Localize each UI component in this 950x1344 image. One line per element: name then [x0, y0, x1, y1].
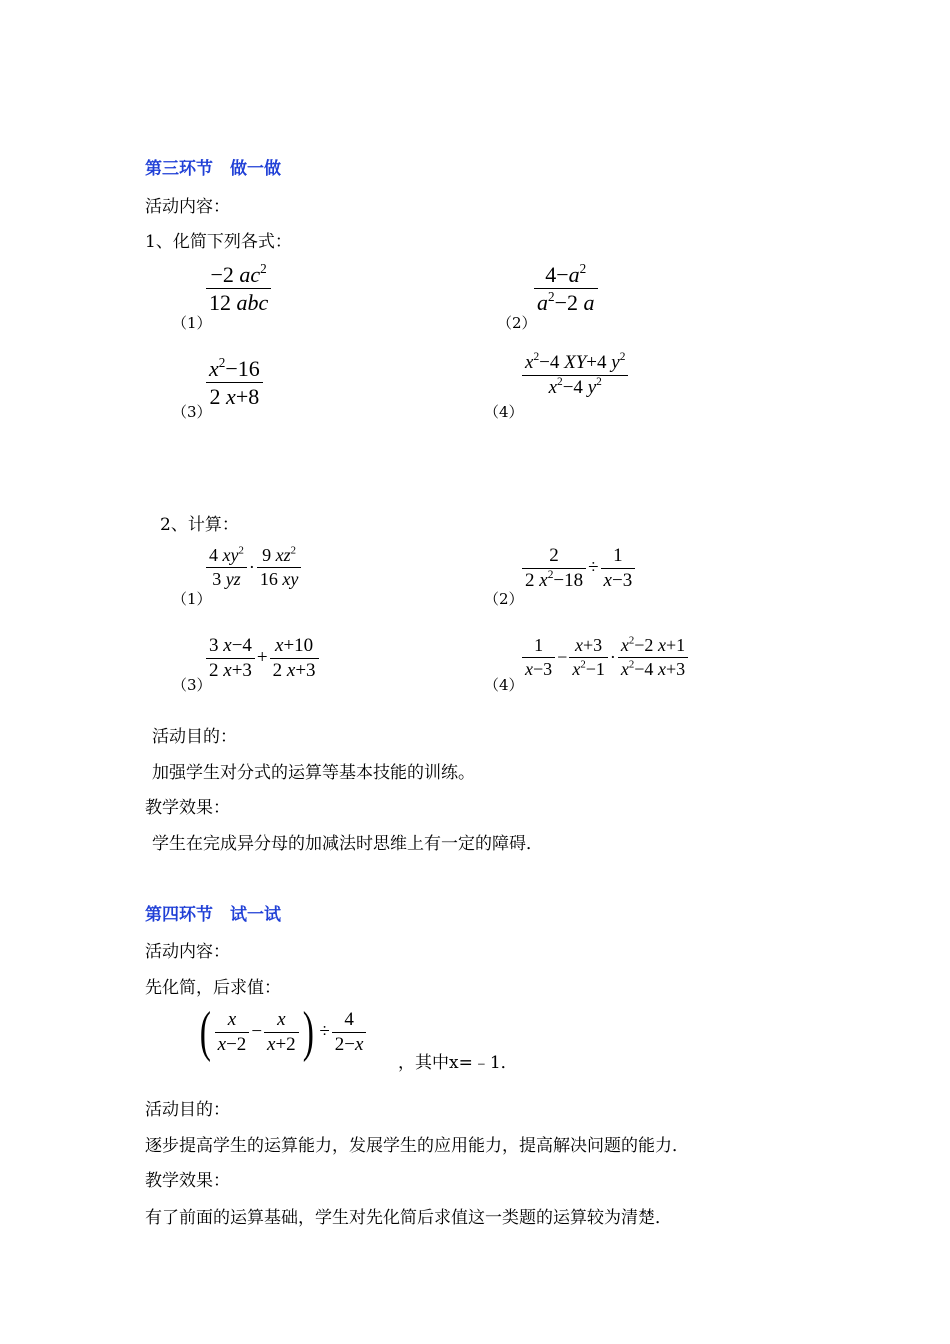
section4-effect-label: 教学效果：	[145, 1171, 230, 1191]
section3-purpose-text: 加强学生对分式的运算等基本技能的训练。	[152, 763, 475, 783]
q1-item3-label: （3）	[172, 403, 212, 421]
q1-item1-label: （1）	[172, 314, 212, 332]
q1-item2-label: （2）	[497, 314, 537, 332]
section3-effect-label: 教学效果：	[145, 798, 230, 818]
q2-item1-label: （1）	[172, 590, 212, 608]
q1-item3-fraction: $\frac{x^2-16}{2 x+8}$	[206, 356, 263, 410]
q1-item2-fraction: $\frac{4-a^2}{a^2-2 a}$	[534, 262, 598, 316]
q2-text: 2、计算：	[160, 515, 239, 535]
q2-item2-expression: $\frac{2}{2 x^2-18}$ ÷ $\frac{1}{x-3}$	[522, 545, 635, 592]
q2-item4-label: （4）	[484, 676, 524, 694]
section4-task-text: 先化简，后求值：	[145, 978, 281, 998]
section4-purpose-text: 逐步提高学生的运算能力，发展学生的应用能力，提高解决问题的能力．	[145, 1136, 689, 1156]
section3-title: 第三环节 做一做	[145, 159, 281, 179]
q2-item3-expression: $\frac{3 x-4}{2 x+3}$ + $\frac{x+10}{2 x+3}$	[206, 635, 319, 682]
q2-item2-label: （2）	[484, 590, 524, 608]
q2-item1-expression: $\frac{4 xy^2}{3 yz}$ · $\frac{9 xz^2}{16 xy}$	[206, 545, 301, 589]
section4-expression: ( $\frac{x}{x-2}$ − $\frac{x}{x+2}$ ) ÷ $\frac{4}{2-x}$	[196, 1004, 366, 1060]
q2-item4-expression: $\frac{1}{x-3}$ − $\frac{x+3}{x^2-1}$ · $\frac{x^2-2 x+1}{x^2-4 x+3}$	[522, 635, 688, 679]
q1-item4-fraction: $\frac{x^2-4 XY+4 y^2}{x^2-4 y^2}$	[522, 352, 628, 399]
section3-purpose-label: 活动目的：	[152, 727, 237, 747]
section4-condition: ，其中x=﹣1．	[398, 1053, 518, 1073]
section4-title: 第四环节 试一试	[145, 905, 281, 925]
section4-effect-text: 有了前面的运算基础，学生对先化简后求值这一类题的运算较为清楚．	[145, 1208, 672, 1228]
q1-text: 1、化简下列各式：	[145, 232, 292, 252]
q1-item4-label: （4）	[484, 403, 524, 421]
section3-effect-text: 学生在完成异分母的加减法时思维上有一定的障碍．	[152, 834, 543, 854]
q1-item1-fraction: $\frac{-2 ac^2}{\text{12 abc}}$	[206, 262, 271, 316]
section3-activity-content-label: 活动内容：	[145, 197, 230, 217]
q2-item3-label: （3）	[172, 676, 212, 694]
section4-purpose-label: 活动目的：	[145, 1100, 230, 1120]
section4-activity-content-label: 活动内容：	[145, 942, 230, 962]
